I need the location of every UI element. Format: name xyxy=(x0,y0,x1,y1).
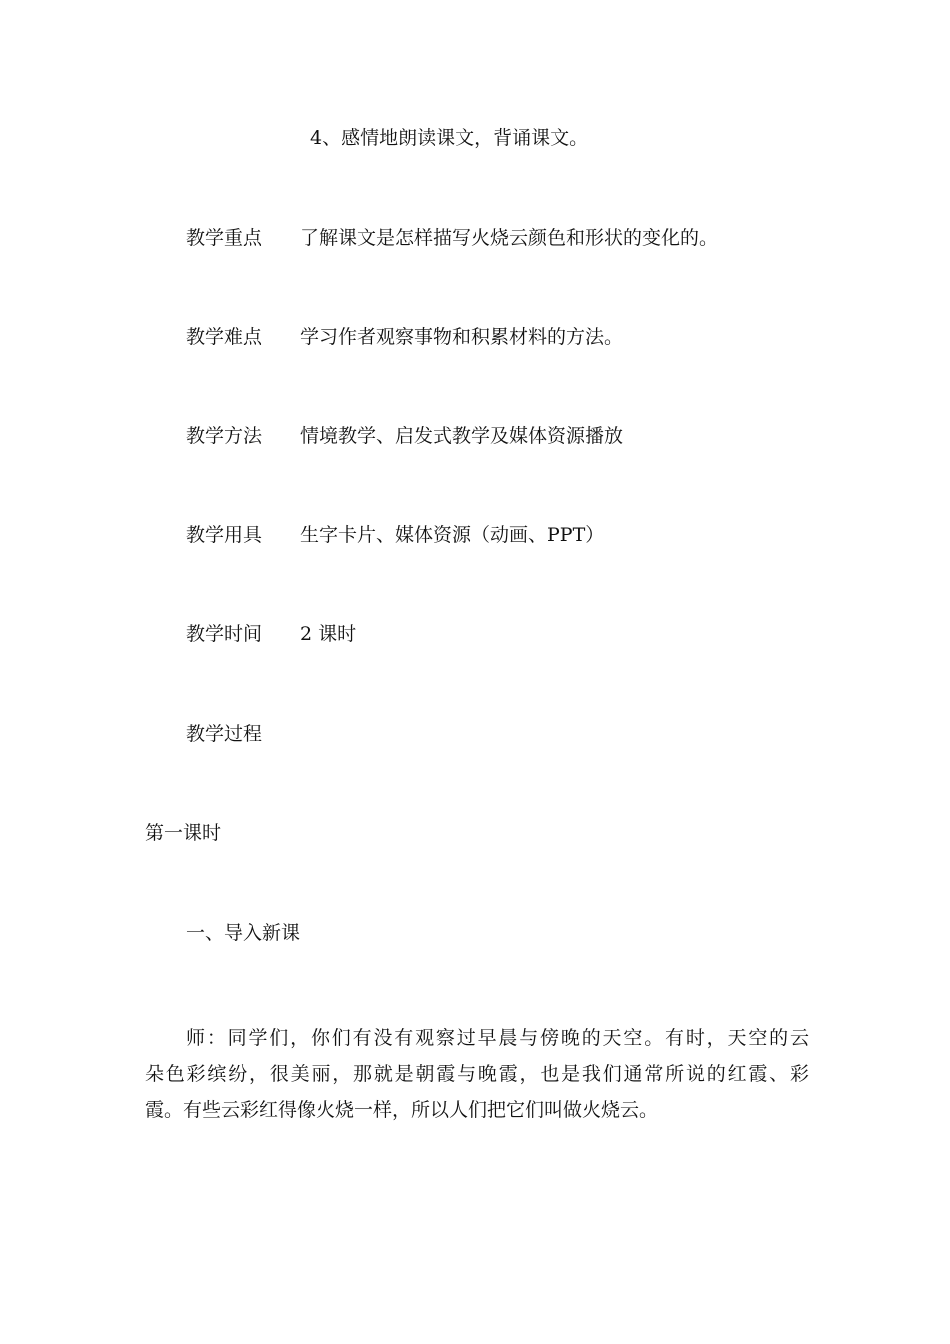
row-value-tools: 生字卡片、媒体资源（动画、PPT） xyxy=(300,524,605,546)
paragraph-line: 师：同学们，你们有没有观察过早晨与傍晚的天空。有时，天空的云 xyxy=(186,1027,809,1049)
row-value-difficulties: 学习作者观察事物和积累材料的方法。 xyxy=(300,326,624,348)
row-label-methods: 教学方法 xyxy=(186,425,263,447)
row-label-key-points: 教学重点 xyxy=(186,227,263,249)
intro-paragraph xyxy=(145,1020,809,1128)
section-heading: 一、导入新课 xyxy=(186,922,301,944)
row-value-time: 2 课时 xyxy=(300,623,357,645)
row-label-tools: 教学用具 xyxy=(186,524,263,546)
paragraph-line: 霞。有些云彩红得像火烧一样，所以人们把它们叫做火烧云。 xyxy=(145,1099,659,1121)
paragraph-line: 朵色彩缤纷，很美丽，那就是朝霞与晚霞，也是我们通常所说的红霞、彩 xyxy=(145,1063,809,1085)
process-heading: 教学过程 xyxy=(186,723,263,745)
row-value-methods: 情境教学、启发式教学及媒体资源播放 xyxy=(300,425,624,447)
lesson-heading: 第一课时 xyxy=(145,822,222,844)
row-label-difficulties: 教学难点 xyxy=(186,326,263,348)
row-label-time: 教学时间 xyxy=(186,623,263,645)
row-value-key-points: 了解课文是怎样描写火烧云颜色和形状的变化的。 xyxy=(300,227,719,249)
objective-item-4: 4、感情地朗读课文，背诵课文。 xyxy=(310,127,589,149)
